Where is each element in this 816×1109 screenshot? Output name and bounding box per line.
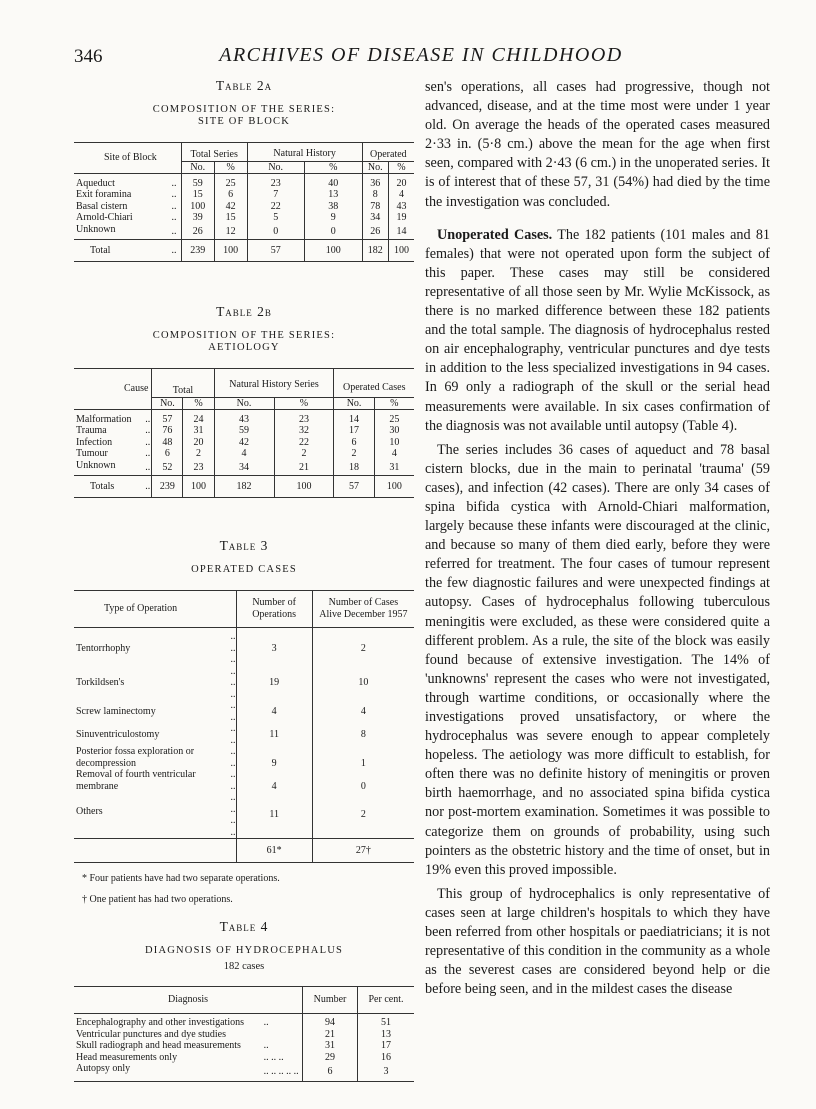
table-row: Removal of fourth ventricular membrane .. .. 4 0 (74, 769, 414, 792)
table-4 (74, 919, 414, 1082)
table-3-grid (74, 590, 414, 863)
total-row: Totals .. 239 100 182 100 57 100 (74, 476, 414, 498)
table-row: Skull radiograph and head measurements .. 31 17 (74, 1040, 414, 1052)
table-label: Table 3 (219, 538, 269, 553)
table-row: Sinuventriculostomy .. .. 11 8 (74, 723, 414, 746)
table-row: Arnold-Chiari .. 39 15 5 9 34 19 (74, 212, 414, 224)
table-row: Tumour .. 6 2 4 2 2 4 (74, 448, 414, 460)
sub-header: No. (214, 397, 274, 410)
table-row: Trauma .. 76 31 59 32 17 30 (74, 425, 414, 437)
total-row: 61* 27† (74, 839, 414, 863)
table-row: Posterior fossa exploration or decompression .. .. 9 1 (74, 746, 414, 769)
table-label: Table 2b (216, 304, 272, 319)
table-row: Torkildsen's .. .. .. 19 10 (74, 666, 414, 701)
group-header: Operated (362, 143, 414, 162)
table-title: COMPOSITION OF THE SERIES: SITE OF BLOCK (152, 104, 336, 127)
sub-header: No. (152, 397, 183, 410)
table-row: Tentorrhophy .. .. .. 3 2 (74, 631, 414, 666)
total-row: Total .. 239 100 57 100 182 100 (74, 240, 414, 262)
right-column (425, 78, 770, 999)
sub-header: No. (334, 397, 374, 410)
body-paragraph: The series includes 36 cases of aqueduct and 78 basal cistern blocks, due in the main to perinatal 'trauma' (59 cases), and infection (42 cases). There are only 34 cases of spina bifida cystica with Arnold-Chiari malformation, largely because these infants were discouraged at the clinic, and because so many of them died early, before they were referred for treatment. The four cases of tumour represent the few diagnostic failures and were unexpected findings at autopsy. Cases of hydrocephalus following tuberculous meningitis were excluded, as these were considered quite a different problem. As a rule, the site of the block was easily found because of extensive investigation. The 14% of 'unknowns' represent the cases who were not investigated, through wartime conditions, or occasionally where the investigations proved unsatisfactory, or where the hydrocephalus was severe enough to appear completely hopeless. The aetiology was more difficult to establish, for often there was no definite history of meningitis or proven birth haemorrhage, and no associated spina bifida cystica nor post-mortem examination. Sometimes it was possible to categorize them on grounds of probability, using such pointers as the obstetric history and the time of onset, but in 19% even this proved impossible. (425, 441, 770, 878)
section-heading: Unoperated Cases. (437, 226, 553, 243)
body-paragraph: Unoperated Cases. The 182 patients (101 males and 81 females) that were not operated upon form the subject of this paper. These cases may still be considered representative of all those seen by Mr. Wylie McKissock, as there is no marked difference between these 182 patients and the total sample. The diagnosis of hydrocephalus rested on air encephalography, ventricular punctures and dye tests in addition to the less specialized investigations in 94 cases. In 69 only a radiograph of the skull or the serial head measurements were available. In six cases confirmation of the diagnosis was not available until autopsy (Table 4). (425, 226, 771, 434)
page-header (74, 44, 768, 74)
sub-header: % (214, 161, 247, 174)
column-header: Site of Block (104, 152, 157, 164)
group-header: Operated Cases (334, 369, 414, 398)
sub-header: % (183, 397, 214, 410)
table-row: Unknown .. 52 23 34 21 18 31 (74, 460, 414, 476)
table-row: Infection .. 48 20 42 22 6 10 (74, 437, 414, 449)
group-header: Total Series (181, 143, 247, 162)
left-column (74, 78, 414, 1082)
journal-title: ARCHIVES OF DISEASE IN CHILDHOOD (219, 44, 623, 66)
group-header: Natural History Series (214, 369, 334, 398)
table-3 (74, 538, 414, 905)
sub-header: % (304, 161, 362, 174)
table-label: Table 4 (219, 919, 269, 934)
table-row: Encephalography and other investigations .. 94 51 (74, 1017, 414, 1029)
column-header: Number (303, 987, 358, 1014)
column-header: Per cent. (358, 987, 415, 1014)
sub-header: No. (362, 161, 388, 174)
table-row: Ventricular punctures and dye studies 21 13 (74, 1029, 414, 1041)
table-4-grid (74, 986, 414, 1082)
table-title: OPERATED CASES (191, 564, 297, 575)
sub-header: % (274, 397, 334, 410)
footnote: † One patient has had two operations. (82, 894, 233, 905)
group-header: Total (152, 369, 214, 398)
column-header: Cause (124, 383, 149, 395)
column-header: Type of Operation (104, 603, 178, 614)
table-subtitle: 182 cases (223, 961, 265, 972)
sub-header: % (388, 161, 414, 174)
column-header: Number of Operations (236, 591, 312, 628)
footnote: * Four patients have had two separate operations. (82, 873, 280, 884)
sub-header: No. (181, 161, 214, 174)
body-paragraph: sen's operations, all cases had progressive, though not advanced, disease, and at the time most were under 1 year old. On average the heads of the operated cases measured 2·33 in. (5·8 cm.) above the mean for the age when first seen, compared with 2·43 (6 cm.) in the unoperated series. It is of interest that of these 57, 31 (54%) had died by the time the investigation was concluded. (425, 79, 770, 210)
group-header: Natural History (247, 143, 362, 162)
table-2b (74, 304, 414, 498)
table-row: Malformation .. 57 24 43 23 14 25 (74, 414, 414, 426)
table-2a (74, 78, 414, 262)
table-row: Head measurements only .. .. .. 29 16 (74, 1052, 414, 1064)
page-number: 346 (74, 46, 103, 67)
table-label: Table 2a (215, 78, 273, 93)
sub-header: No. (247, 161, 304, 174)
table-2b-grid (74, 368, 414, 498)
table-row: Others .. .. .. .. 11 2 (74, 792, 414, 839)
table-row: Exit foramina .. 15 6 7 13 8 4 (74, 189, 414, 201)
column-header: Diagnosis (168, 994, 208, 1005)
table-row: Autopsy only .. .. .. .. .. 6 3 (74, 1063, 414, 1081)
table-row: Unknown .. 26 12 0 0 26 14 (74, 224, 414, 240)
column-header: Number of Cases Alive December 1957 (312, 591, 414, 628)
sub-header: % (374, 397, 414, 410)
table-footnotes (74, 873, 414, 905)
table-row: Screw laminectomy .. .. 4 4 (74, 700, 414, 723)
body-paragraph: This group of hydrocephalics is only representative of cases seen at large children's hospitals to which they have been referred from other hospitals or paediatricians; it is not representative of this condition in the community as a whole as the severest cases are considered beyond help or die before being seen, and in the mildest cases the disease (425, 885, 770, 998)
table-title: COMPOSITION OF THE SERIES: AETIOLOGY (152, 330, 336, 353)
table-row: Basal cistern .. 100 42 22 38 78 43 (74, 201, 414, 213)
table-2a-grid (74, 142, 414, 262)
table-title: DIAGNOSIS OF HYDROCEPHALUS (144, 945, 344, 956)
table-row: Aqueduct .. 59 25 23 40 36 20 (74, 178, 414, 190)
